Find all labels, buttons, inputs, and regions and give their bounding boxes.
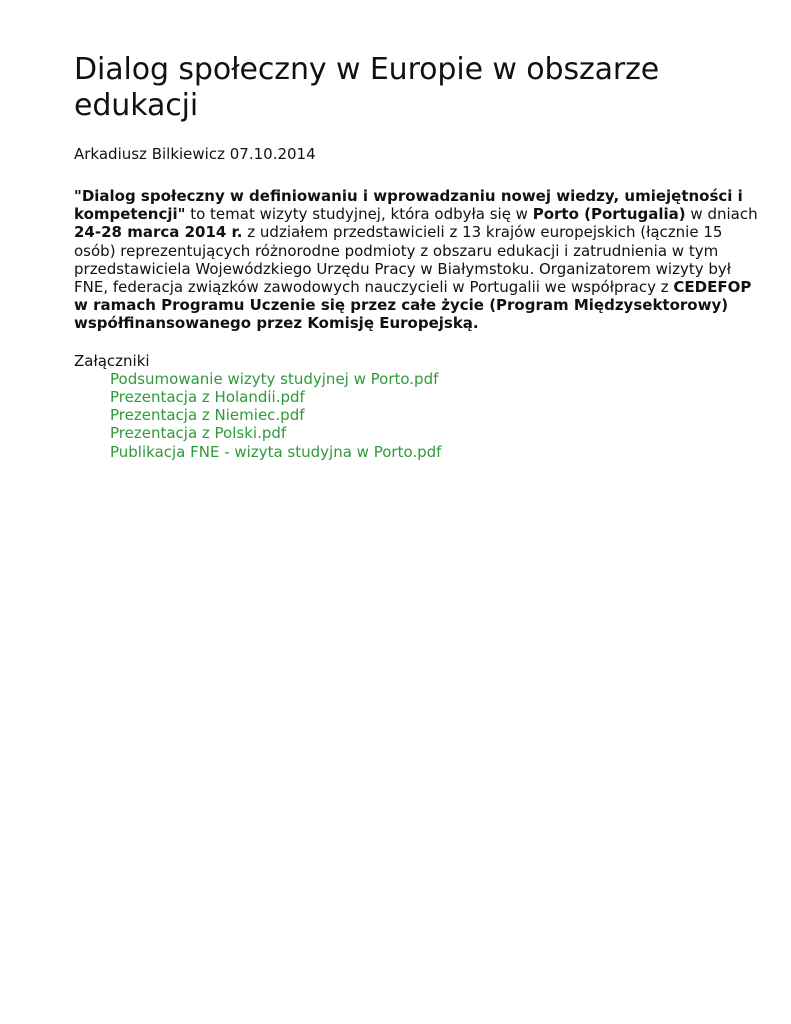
author-name: Arkadiusz Bilkiewicz [74,145,225,163]
attachment-link[interactable]: Prezentacja z Niemiec.pdf [110,406,305,425]
program-info: CEDEFOP w ramach Programu Uczenie się przez całe życie (Program Międzysektorowy) współfinansowanego przez Komisję Europejską. [74,278,752,333]
page-title: Dialog społeczny w Europie w obszarze edukacji [74,52,660,123]
article [74,52,764,461]
list-item [110,370,764,388]
attachments-list [74,370,764,461]
attachments-section [74,352,764,461]
list-item [110,443,764,461]
list-item [110,424,764,442]
study-visit-topic: "Dialog społeczny w definiowaniu i wprowadzaniu nowej wiedzy, umiejętności i kompetencji" [74,187,743,224]
body-text-segment: w dniach [685,205,758,224]
body-text-segment: to temat wizyty studyjnej, która odbyła się w [185,205,533,224]
visit-location: Porto (Portugalia) [532,205,686,224]
list-item [110,388,764,406]
visit-dates: 24-28 marca 2014 r. [74,223,243,242]
publish-date: 07.10.2014 [229,145,316,163]
list-item [110,406,764,424]
attachment-link[interactable]: Publikacja FNE - wizyta studyjna w Porto.pdf [110,442,442,461]
attachment-link[interactable]: Prezentacja z Holandii.pdf [110,388,305,407]
attachment-link[interactable]: Prezentacja z Polski.pdf [110,424,287,443]
body-text-segment: z udziałem przedstawicieli z 13 krajów europejskich (łącznie 15 osób) reprezentujących różnorodne podmioty z obszaru edukacji i zatrudnienia w tym przedstawiciela Wojewódzkiego Urzędu Pracy w Białymstoku. Organizatorem wizyty był FNE, federacja związków zawodowych nauczycieli w Portugalii we współpracy z [74,223,732,297]
attachments-heading: Załączniki [74,351,150,370]
article-meta [74,144,764,164]
attachment-link[interactable]: Podsumowanie wizyty studyjnej w Porto.pdf [110,369,439,388]
article-body [74,187,764,333]
